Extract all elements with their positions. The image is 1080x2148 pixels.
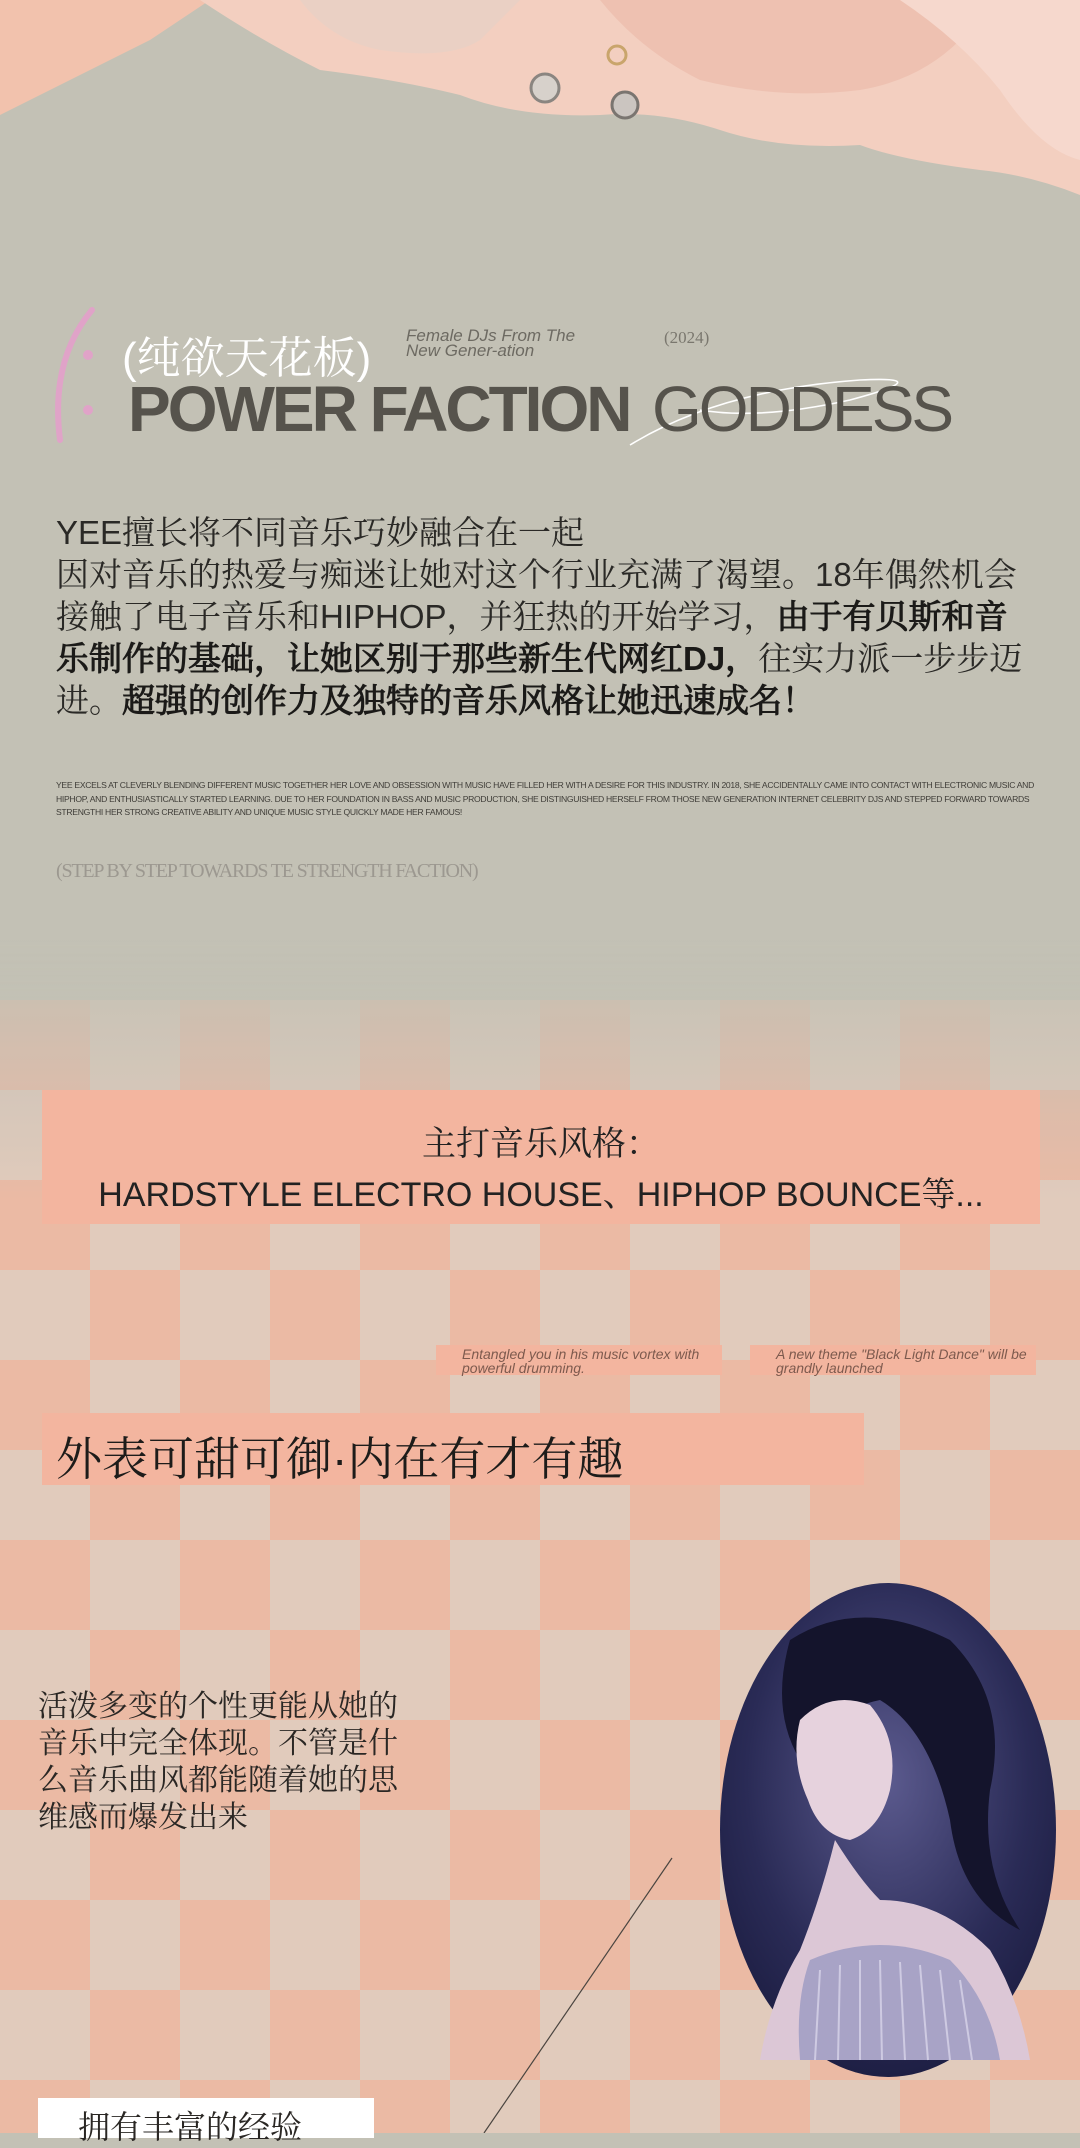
intro-line3-rest: 往实力派一步步迈进。	[56, 640, 1023, 719]
year-label: (2024)	[664, 328, 710, 347]
tag-vortex: Entangled you in his music vortex with powerful drumming.	[436, 1345, 722, 1375]
title-goddess: GODDESS	[652, 373, 952, 445]
intro-line3-bold: 由于有贝斯和音乐制作的基础，让她区别于那些新生代网红DJ，	[56, 598, 1008, 677]
music-style-label: 主打音乐风格：	[422, 1125, 660, 1163]
dj-portrait	[720, 1583, 1056, 2077]
tag-black-light-dance: A new theme "Black Light Dance" will be grandly launched	[750, 1345, 1036, 1375]
lively-paragraph: 活泼多变的个性更能从她的音乐中完全体现。不管是什么音乐曲风都能随着她的思维感而爆发出来	[38, 1690, 398, 1834]
music-style-genres: HARDSTYLE ELECTRO HOUSE、HIPHOP BOUNCE等...	[98, 1176, 984, 1214]
intro-line2	[56, 554, 1036, 722]
experience-label: 拥有丰富的经验	[78, 2109, 303, 2145]
intro-line1: YEE擅长将不同音乐巧妙融合在一起	[56, 514, 585, 551]
step-by-step-text: (STEP BY STEP TOWARDS TE STRENGTH FACTION)	[56, 860, 478, 882]
music-style-box	[42, 1090, 1040, 1224]
intro-line2-bold: 因对音乐的热爱与痴迷让她对这个行业充满了渴望。	[56, 556, 815, 593]
subtitle-cn: (纯欲天花板)	[122, 334, 372, 383]
section-heading: 外表可甜可御·内在有才有趣	[56, 1433, 624, 1485]
intro-paragraph	[56, 512, 1036, 722]
title-power-faction: POWER FACTION	[128, 373, 630, 445]
intro-line4-bold: 超强的创作力及独特的音乐风格让她迅速成名！	[122, 682, 815, 719]
english-body: YEE EXCELS AT CLEVERLY BLENDING DIFFERENT MUSIC TOGETHER HER LOVE AND OBSESSION WITH MUSIC HAVE FILLED HER WITH A DESIRE FOR THIS INDUSTRY. IN 2018, SHE ACCIDENTALLY CAME INTO CONTACT WITH ELECTRONIC MUSIC AND HIPHOP, AND ENTHUSIASTICALLY STARTED LEARNING. DUE TO HER FOUNDATION IN BASS AND MUSIC PRODUCTION, SHE DISTINGUISHED HERSELF FROM THOSE NEW GENERATION INTERNET CELEBRITY DJS AND STEPPED FORWARD TOWARDS STRENGTHI HER STRONG CREATIVE ABILITY AND UNIQUE MUSIC STYLE QUICKLY MADE HER FAMOUS!	[56, 780, 1034, 817]
experience-box	[38, 2098, 374, 2145]
section-heading-box	[42, 1413, 864, 1485]
intro-line2-rest: 18年偶然机会接触了电子音乐和HIPHOP，并狂热的开始学习，	[56, 556, 1017, 635]
eyebrow-text: Female DJs From The New Gener-ation	[406, 326, 576, 360]
